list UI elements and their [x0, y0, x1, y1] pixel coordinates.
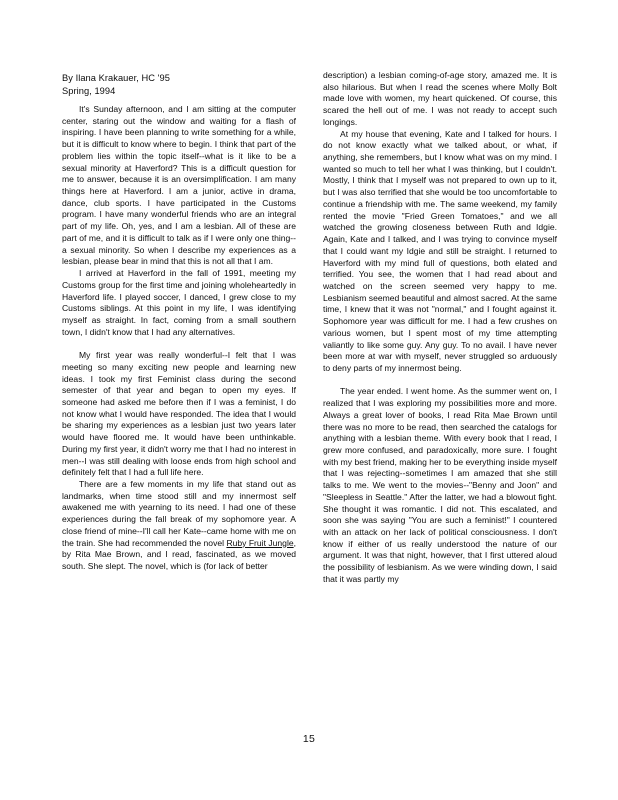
paragraph: It's Sunday afternoon, and I am sitting at the computer center, staring out the window and waiting for a flash of inspiring. I have been planning to write something for a while, but it is difficult to know where to begin. I think that part of the problem lies within the topic itself--what is it like to be a sexual minority at Haverford? This is a difficult question for me to answer, because it is an oversimplification. I am many things here at Haverford. I am a junior, active in drama, dance, club sports. I have participated in the Customs program. I have many wonderful friends who are an integral part of my life. Oh, yes, and I am a lesbian. All of these are part of me, and it is difficult to talk as if I were only one thing--a sexual minority. So when I describe my experiences as a lesbian, please bear in mind that this is not all that I am.	[62, 104, 296, 267]
column-right	[323, 70, 557, 586]
byline-date: Spring, 1994	[62, 85, 116, 96]
paragraph-text-after-title: , by Rita Mae Brown, and I read, fascinated, as we moved south. She slept. The novel, which is (for lack of better	[62, 537, 297, 572]
byline-author: By Ilana Krakauer, HC '95	[62, 73, 170, 83]
paragraph: My first year was really wonderful--I felt that I was meeting so many exciting new people and learning new ideas. I took my first Feminist class during the second semester of that year and began to open my eyes. If someone had asked me before then if I was a feminist, I do not know what I would have responded. The idea that I would be sharing my experiences as a lesbian just two years later would have floored me. It would have been unthinkable. During my first year, it didn't worry me that I had no interest in men--I was still dealing with loose ends from high school and definitely felt that I had a full life here.	[62, 350, 296, 478]
paragraph-text-before-title: There are a few moments in my life that stand out as landmarks, when time stood still and my innermost self awakened me with yearning to its need. I had one of these experiences during the fall break of my sophomore year. A close friend of mine--I'll call her Kate--came home with me on the train. She had recommended the novel	[62, 479, 296, 548]
column-left	[62, 104, 296, 573]
paragraph: I arrived at Haverford in the fall of 1991, meeting my Customs group for the first time and joining wholeheartedly in Haverford life. I played soccer, I danced, I grew close to my Customs siblings. At this point in my life, I was identifying myself as straight. In fact, coming from a small southern town, I didn't know that I had any alternatives.	[62, 268, 296, 337]
paragraph: At my house that evening, Kate and I talked for hours. I do not know exactly what we talked about, or what, if anything, she remembers, but I know what was on my mind. I wanted so much to tell her what I was thinking, but I couldn't. Mostly, I think that I myself was not prepared to own up to it, but I was also terrified that she would be too uncomfortable to continue a friendship with me. The same weekend, my family rented the movie "Fried Green Tomatoes," and we all watched the growing closeness between Ruth and Idgie. Again, Kate and I talked, and I was trying to convince myself that I could want my Idgie and still be straight. I returned to Haverford with my mind full of questions, both elated and terrified. You see, the women that I had read about and watched on the screen seemed very happy to me. Lesbianism seemed beautiful and almost sacred. At the same time, I knew that it was not "normal," and I fought against it. Sophomore year was difficult for me. I had a few crushes on various women, but I spent most of my time attempting valiantly to like some guy. Any guy. To no avail. I have never been more at war with myself, never struggled so arduously to deny parts of my innermost being.	[323, 128, 557, 373]
page-number: 15	[302, 733, 316, 745]
paragraph-with-book-title	[62, 479, 296, 573]
paragraph: The year ended. I went home. As the summer went on, I realized that I was exploring my possibilities more and more. Always a great lover of books, I read Rita Mae Brown until there was no more to be read, then searched the catalogs for anything with a lesbian theme. With every book that I read, I grew more confused, and paradoxically, more sure. I fought with my best friend, making her to be everything inside myself that I was rejecting--sometimes I am amazed that she still talks to me. We went to the movies--"Benny and Joon" and "Sleepless in Seattle." After the latter, we had a blowout fight. She thought it was romantic. I did not. This escalated, and soon she was saying "You are such a feminist!" I countered with an attack on her lack of political consciousness. I don't know if either of us really understood the nature of our argument. It was that night, however, that I first uttered aloud the possibility of lesbianism. As we were winding down, I said that it was partly my	[323, 386, 557, 584]
book-title: Ruby Fruit Jungle	[226, 537, 294, 548]
paragraph: description) a lesbian coming-of-age story, amazed me. It is also hilarious. But when I read the scenes where Molly Bolt made love with women, my heart quickened. Of course, this scared the hell out of me. I was not ready to accept such longings.	[323, 70, 557, 127]
